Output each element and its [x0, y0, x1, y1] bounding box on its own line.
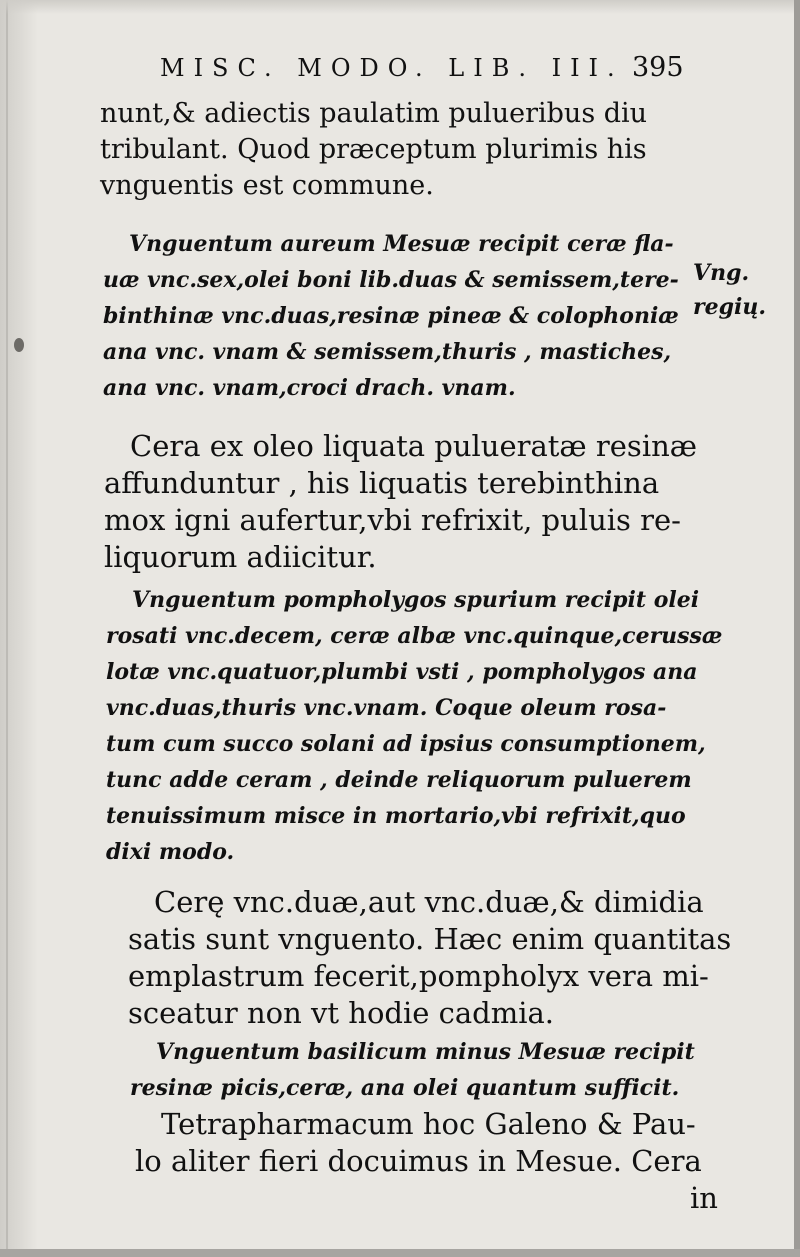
- text-line: Vnguentum aureum Mesuæ recipit ceræ fla-: [129, 231, 674, 257]
- text-line: Cerę vnc.duæ,aut vnc.duæ,& dimidia: [154, 885, 704, 919]
- text-line: resinæ picis,ceræ, ana olei quantum sufficit.: [130, 1075, 680, 1101]
- text-line: tribulant. Quod præceptum plurimis his: [100, 134, 647, 165]
- paragraph-continuation: [100, 96, 700, 204]
- right-page-edge: [794, 0, 800, 1257]
- text-line: tunc adde ceram , deinde reliquorum puluerem: [106, 767, 692, 793]
- margin-note-line: regių.: [693, 294, 766, 320]
- top-shadow: [0, 0, 800, 14]
- margin-note: [693, 256, 773, 324]
- page-number: 395: [632, 52, 684, 83]
- text-line: sceatur non vt hodie cadmia.: [128, 996, 555, 1030]
- text-line: vnc.duas,thuris vnc.vnam. Coque oleum rosa-: [106, 695, 667, 721]
- paragraph-tetrapharmacum: [135, 1106, 735, 1217]
- recipe-unguentum-aureum: [103, 226, 703, 406]
- bottom-page-edge: [0, 1249, 800, 1257]
- text-line: ana vnc. vnam & semissem,thuris , mastiches,: [103, 339, 672, 365]
- catchword: in: [690, 1181, 718, 1215]
- text-line: Vnguentum pompholygos spurium recipit olei: [132, 587, 700, 613]
- text-line: liquorum adiicitur.: [104, 540, 377, 574]
- paragraph-cerae-vnc: [128, 884, 732, 1032]
- text-line: affunduntur , his liquatis terebinthina: [104, 466, 660, 500]
- text-line: lotæ vnc.quatuor,plumbi vsti , pompholygos ana: [106, 659, 698, 685]
- text-line: mox igni aufertur,vbi refrixit, puluis re-: [104, 503, 681, 537]
- binding-edge: [6, 0, 8, 1257]
- text-line: rosati vnc.decem, ceræ albæ vnc.quinque,cerussæ: [106, 623, 723, 649]
- text-line: nunt,& adiectis paulatim pulueribus diu: [100, 98, 648, 129]
- margin-note-line: Vng.: [693, 260, 750, 286]
- text-line: Vnguentum basilicum minus Mesuæ recipit: [156, 1039, 695, 1065]
- text-line: Tetrapharmacum hoc Galeno & Pau-: [161, 1107, 696, 1141]
- recipe-unguentum-pompholygos: [106, 582, 723, 870]
- text-line: satis sunt vnguento. Hæc enim quantitas: [128, 922, 732, 956]
- text-line: tum cum succo solani ad ipsius consumptionem,: [106, 731, 706, 757]
- text-line: dixi modo.: [106, 839, 235, 865]
- text-line: uæ vnc.sex,olei boni lib.duas & semissem,tere-: [103, 267, 679, 293]
- text-line: tenuissimum misce in mortario,vbi refrixit,quo: [106, 803, 686, 829]
- text-line: emplastrum fecerit,pompholyx vera mi-: [128, 959, 709, 993]
- text-line: binthinæ vnc.duas,resinæ pineæ & colophoniæ: [103, 303, 679, 329]
- text-line: vnguentis est commune.: [100, 170, 434, 201]
- running-head: MISC. MODO. LIB. III.: [160, 54, 624, 82]
- recipe-unguentum-basilicum: [130, 1034, 730, 1106]
- text-line: ana vnc. vnam,croci drach. vnam.: [103, 375, 516, 401]
- text-line: Cera ex oleo liquata pulueratæ resinæ: [130, 429, 698, 463]
- text-line: lo aliter fieri docuimus in Mesue. Cera: [135, 1144, 702, 1178]
- paragraph-cera-ex-oleo: [104, 428, 704, 576]
- pin-hole: [14, 338, 24, 352]
